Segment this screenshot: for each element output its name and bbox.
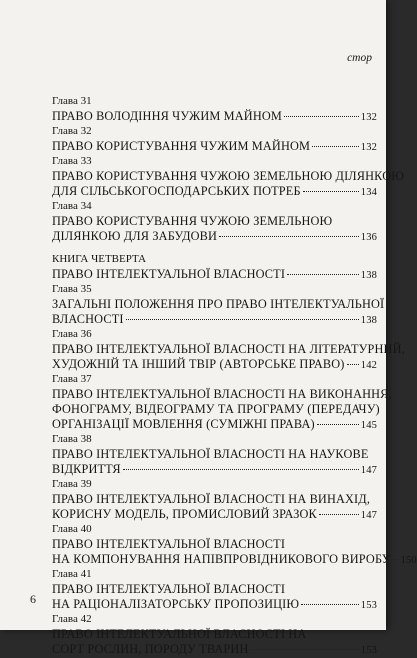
toc-chapter-label: Глава 37 [52,373,92,385]
toc-entry [52,507,377,522]
dot-leader [317,424,359,425]
toc-chapter-label: Глава 32 [52,125,92,137]
toc-entry-title: СОРТ РОСЛИН, ПОРОДУ ТВАРИН [52,642,249,656]
toc-entry-title: ВІДКРИТТЯ [52,462,121,476]
toc-page-number: 132 [360,112,377,123]
toc-page-number: 132 [360,142,377,153]
toc-chapter-label: Глава 42 [52,613,92,625]
toc-page-number: 147 [360,510,377,521]
toc-page-number: 138 [360,315,377,326]
toc-title-line: ФОНОГРАМУ, ВІДЕОГРАМУ ТА ПРОГРАМУ (ПЕРЕДАЧУ) [52,402,380,416]
toc-chapter-label: Глава 35 [52,283,92,295]
toc-page-number: 145 [360,420,377,431]
toc-title-line: ПРАВО ІНТЕЛЕКТУАЛЬНОЇ ВЛАСНОСТІ НА ВИНАХІД, [52,492,371,506]
dot-leader [393,559,399,560]
toc-entry [52,642,377,657]
toc-chapter-label: Глава 41 [52,568,92,580]
running-header: стор [347,52,372,64]
toc-chapter-label: Глава 33 [52,155,92,167]
toc-title-line: ПРАВО ІНТЕЛЕКТУАЛЬНОЇ ВЛАСНОСТІ НА [52,627,307,641]
toc-chapter-label: Глава 36 [52,328,92,340]
toc-title-line: ПРАВО ІНТЕЛЕКТУАЛЬНОЇ ВЛАСНОСТІ [52,582,286,596]
dot-leader [312,146,359,147]
toc-entry-title: ОРГАНІЗАЦІЇ МОВЛЕННЯ (СУМІЖНІ ПРАВА) [52,417,315,431]
toc-title-line: ПРАВО ІНТЕЛЕКТУАЛЬНОЇ ВЛАСНОСТІ [52,537,286,551]
section-gap [52,244,377,252]
toc-entry-title: ХУДОЖНІЙ ТА ІНШИЙ ТВІР (АВТОРСЬКЕ ПРАВО) [52,357,345,371]
toc-title-line: ПРАВО КОРИСТУВАННЯ ЧУЖОЮ ЗЕМЕЛЬНОЮ [52,214,333,228]
table-of-contents [52,94,417,657]
toc-chapter-label: Глава 38 [52,433,92,445]
toc-entry-title: НА РАЦІОНАЛІЗАТОРСЬКУ ПРОПОЗИЦІЮ [52,597,300,611]
dot-leader [287,274,359,275]
toc-page-number: 150 [400,555,417,566]
toc-entry [52,139,377,154]
toc-entry [52,312,377,327]
toc-entry [52,267,377,282]
toc-chapter-label: Глава 31 [52,95,92,107]
dot-leader [250,649,358,650]
toc-title-line: ЗАГАЛЬНІ ПОЛОЖЕННЯ ПРО ПРАВО ІНТЕЛЕКТУАЛЬНОЇ [52,297,385,311]
dot-leader [347,364,359,365]
toc-entry-title: ВЛАСНОСТІ [52,312,124,326]
dot-leader [303,191,359,192]
toc-page-number: 138 [360,270,377,281]
toc-page-number: 153 [360,645,377,656]
toc-page-number: 153 [360,600,377,611]
dot-leader [219,236,359,237]
page-number: 6 [30,592,36,606]
toc-entry-title: КОРИСНУ МОДЕЛЬ, ПРОМИСЛОВИЙ ЗРАЗОК [52,507,317,521]
toc-page-number: 142 [360,360,377,371]
toc-entry [52,597,377,612]
toc-entry [52,357,377,372]
dot-leader [319,514,359,515]
toc-page-number: 136 [360,232,377,243]
toc-entry [52,184,377,199]
toc-entry [52,552,417,567]
toc-chapter-label: КНИГА ЧЕТВЕРТА [52,253,147,265]
toc-title-line: ПРАВО ІНТЕЛЕКТУАЛЬНОЇ ВЛАСНОСТІ НА ЛІТЕРАТУРНИЙ, [52,342,405,356]
toc-entry-title: ДІЛЯНКОЮ ДЛЯ ЗАБУДОВИ [52,229,218,243]
toc-entry-title: ДЛЯ СІЛЬСЬКОГОСПОДАРСЬКИХ ПОТРЕБ [52,184,301,198]
toc-title-line: ПРАВО КОРИСТУВАННЯ ЧУЖОЮ ЗЕМЕЛЬНОЮ ДІЛЯНКОЮ [52,169,405,183]
toc-chapter-label: Глава 39 [52,478,92,490]
toc-entry-title: НА КОМПОНУВАННЯ НАПІВПРОВІДНИКОВОГО ВИРОБУ [52,552,391,566]
toc-entry [52,417,377,432]
toc-entry-title: ПРАВО КОРИСТУВАННЯ ЧУЖИМ МАЙНОМ [52,139,311,153]
toc-entry [52,109,377,124]
toc-title-line: ПРАВО ІНТЕЛЕКТУАЛЬНОЇ ВЛАСНОСТІ НА ВИКОНАННЯ, [52,387,392,401]
toc-title-line: ПРАВО ІНТЕЛЕКТУАЛЬНОЇ ВЛАСНОСТІ НА НАУКОВЕ [52,447,369,461]
toc-entry-title: ПРАВО ІНТЕЛЕКТУАЛЬНОЇ ВЛАСНОСТІ [52,267,286,281]
dot-leader [126,319,359,320]
dot-leader [301,604,359,605]
dot-leader [284,116,359,117]
toc-page-number: 147 [360,465,377,476]
toc-entry-title: ПРАВО ВОЛОДІННЯ ЧУЖИМ МАЙНОМ [52,109,282,123]
dot-leader [123,469,359,470]
toc-chapter-label: Глава 34 [52,200,92,212]
toc-page-number: 134 [360,187,377,198]
toc-entry [52,229,377,244]
toc-chapter-label: Глава 40 [52,523,92,535]
toc-entry [52,462,377,477]
